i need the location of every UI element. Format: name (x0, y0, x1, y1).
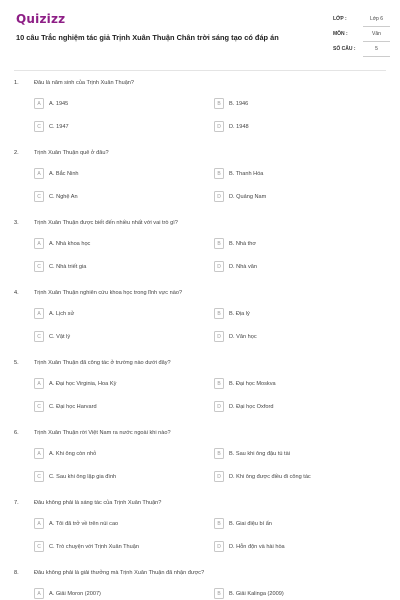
option-letter-box: D (214, 191, 224, 202)
option-letter-box: C (34, 471, 44, 482)
meta-label-grade: LỚP : (333, 16, 347, 22)
option-text: D. Nhà văn (229, 263, 257, 270)
option-letter-box: B (214, 238, 224, 249)
meta-row-count (330, 44, 390, 57)
question-text: Trịnh Xuân Thuận đã công tác ở trường nào dưới đây? (34, 360, 171, 366)
option-text: D. Khi ông được điều đi công tác (229, 473, 311, 480)
meta-value-count: 5 (375, 46, 378, 52)
option-text: D. Văn học (229, 333, 257, 340)
question-2 (0, 150, 400, 220)
question-number: 4. (14, 290, 19, 296)
option-letter-box: A (34, 448, 44, 459)
question-3 (0, 220, 400, 290)
option-text: A. Khi ông còn nhỏ (49, 450, 97, 457)
question-5 (0, 360, 400, 430)
option-text: D. 1948 (229, 123, 249, 130)
question-6 (0, 430, 400, 500)
option-text: B. 1946 (229, 100, 249, 107)
question-text: Đâu không phải là sáng tác của Trịnh Xuân Thuận? (34, 500, 162, 506)
option-letter-box: D (214, 471, 224, 482)
option-text: B. Sau khi ông đậu tú tài (229, 450, 290, 457)
option-text: B. Thanh Hóa (229, 170, 264, 177)
option-text: A. 1945 (49, 100, 69, 107)
option-text: D. Hỗn độn và hài hòa (229, 543, 285, 550)
option-letter-box: A (34, 238, 44, 249)
option-letter-box: B (214, 448, 224, 459)
option-text: B. Giai điệu bí ẩn (229, 520, 272, 527)
meta-row-grade (330, 14, 390, 27)
option-text: A. Lịch sử (49, 310, 75, 317)
option-letter-box: D (214, 401, 224, 412)
option-text: B. Địa lý (229, 310, 250, 317)
option-text: C. Nhà triết gia (49, 263, 87, 270)
option-letter-box: D (214, 541, 224, 552)
option-letter-box: C (34, 401, 44, 412)
option-letter-box: B (214, 518, 224, 529)
option-letter-box: A (34, 98, 44, 109)
option-letter-box: B (214, 378, 224, 389)
worksheet-title: 10 câu Trắc nghiệm tác giả Trịnh Xuân Thuận Chân trời sáng tạo có đáp án (16, 33, 279, 42)
option-text: C. Vật lý (49, 333, 71, 340)
question-number: 1. (14, 80, 19, 86)
question-number: 7. (14, 500, 19, 506)
question-text: Trịnh Xuân Thuận nghiên cứu khoa học trong lĩnh vực nào? (34, 290, 183, 296)
option-text: B. Đại học Moskva (229, 380, 276, 387)
question-number: 5. (14, 360, 19, 366)
option-letter-box: C (34, 261, 44, 272)
question-number: 6. (14, 430, 19, 436)
option-letter-box: A (34, 378, 44, 389)
meta-underline (363, 41, 390, 42)
meta-value-subject: Văn (372, 31, 381, 37)
question-text: Đâu không phải là giải thưởng mà Trịnh Xuân Thuận đã nhận được? (34, 570, 205, 576)
question-4 (0, 290, 400, 360)
meta-underline (363, 26, 390, 27)
quizizz-logo: Quizizz (16, 12, 66, 26)
option-text: A. Đại học Virginia, Hoa Kỳ (49, 380, 117, 387)
option-text: C. Nghệ An (49, 193, 78, 200)
option-letter-box: A (34, 518, 44, 529)
meta-value-grade: Lớp 6 (369, 16, 383, 22)
option-text: D. Đại học Oxford (229, 403, 274, 410)
question-7 (0, 500, 400, 570)
option-text: D. Quảng Nam (229, 193, 267, 200)
meta-row-subject (330, 29, 390, 42)
question-number: 8. (14, 570, 19, 576)
option-text: A. Giải Moron (2007) (49, 590, 101, 597)
option-letter-box: C (34, 541, 44, 552)
question-text: Đâu là năm sinh của Trịnh Xuân Thuận? (34, 80, 135, 86)
option-letter-box: C (34, 331, 44, 342)
option-text: A. Bắc Ninh (49, 170, 79, 177)
option-text: C. Trò chuyện với Trịnh Xuân Thuận (49, 543, 140, 550)
option-letter-box: B (214, 588, 224, 599)
question-text: Trịnh Xuân Thuận quê ở đâu? (34, 150, 109, 156)
option-text: C. 1947 (49, 123, 69, 130)
option-text: C. Đại học Harvard (49, 403, 97, 410)
option-text: B. Giải Kalinga (2009) (229, 590, 284, 597)
header-divider (14, 70, 386, 71)
option-text: A. Tôi đã trở về trên núi cao (49, 520, 119, 527)
option-letter-box: A (34, 308, 44, 319)
question-8 (0, 570, 400, 600)
option-letter-box: A (34, 168, 44, 179)
question-number: 2. (14, 150, 19, 156)
worksheet-meta (330, 14, 390, 59)
option-letter-box: D (214, 261, 224, 272)
worksheet-header (0, 0, 400, 70)
option-letter-box: B (214, 308, 224, 319)
option-letter-box: D (214, 331, 224, 342)
question-text: Trịnh Xuân Thuận được biết đến nhiều nhất với vai trò gì? (34, 220, 178, 226)
option-letter-box: B (214, 168, 224, 179)
meta-label-subject: MÔN : (333, 31, 348, 37)
meta-underline (363, 56, 390, 57)
option-letter-box: C (34, 191, 44, 202)
option-text: A. Nhà khoa học (49, 240, 91, 247)
option-text: B. Nhà thơ (229, 240, 256, 247)
question-text: Trịnh Xuân Thuận rời Việt Nam ra nước ngoài khi nào? (34, 430, 171, 436)
option-text: C. Sau khi ông lập gia đình (49, 473, 117, 480)
question-number: 3. (14, 220, 19, 226)
option-letter-box: B (214, 98, 224, 109)
option-letter-box: C (34, 121, 44, 132)
option-letter-box: D (214, 121, 224, 132)
meta-label-count: SỐ CÂU : (333, 46, 356, 52)
option-letter-box: A (34, 588, 44, 599)
question-1 (0, 80, 400, 150)
